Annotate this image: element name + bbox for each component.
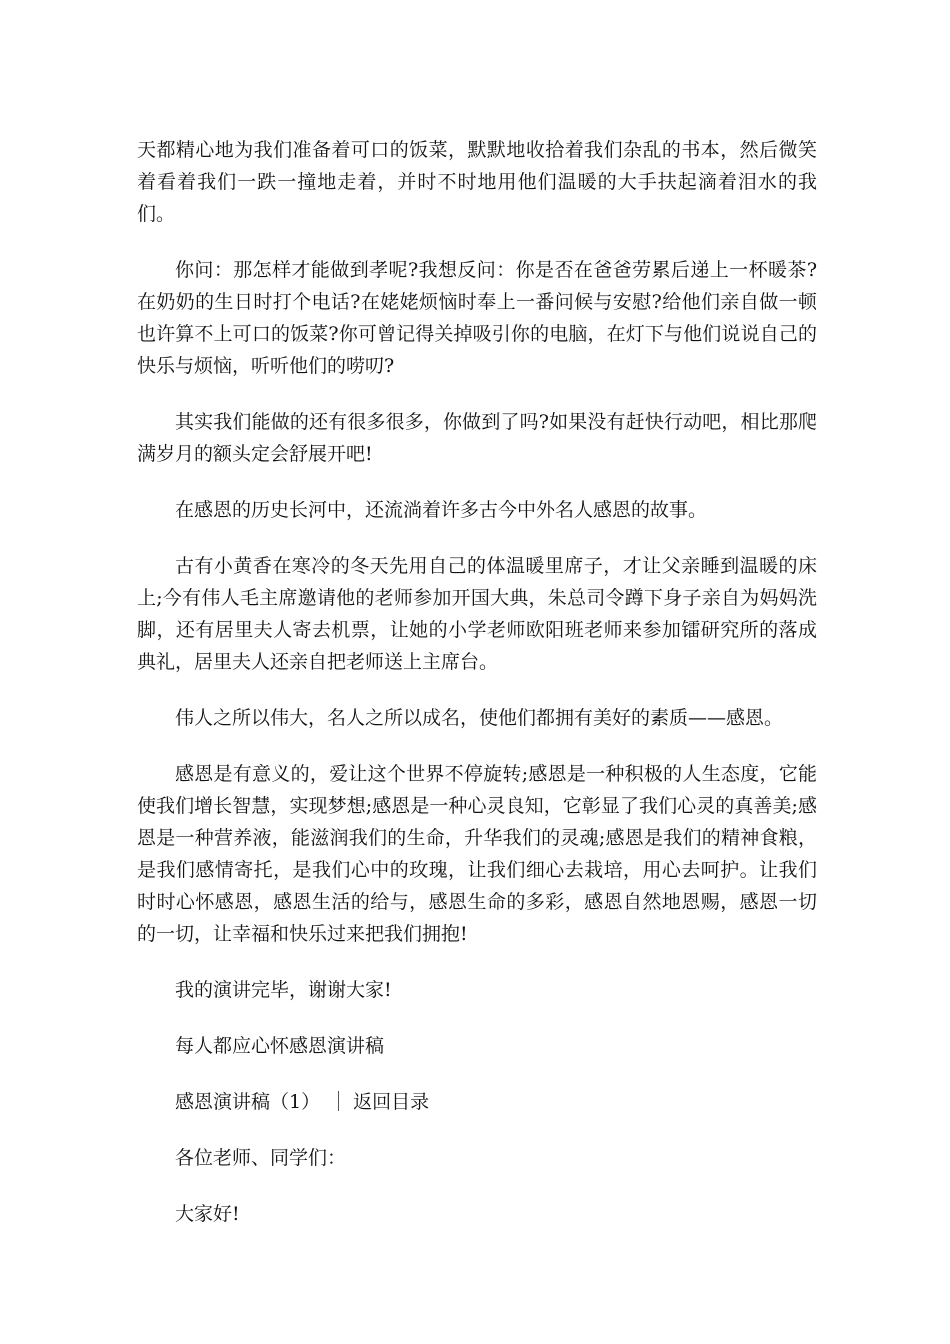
paragraph-greatness: 伟人之所以伟大，名人之所以成名，使他们都拥有美好的素质——感恩。 — [175, 707, 784, 729]
paragraph-question: 你问：那怎样才能做到孝呢?我想反问：你是否在爸爸劳累后递上一杯暖茶?在奶奶的生日时打个电话?在姥姥烦恼时奉上一番问候与安慰?给他们亲自做一顿也许算不上可口的饭菜?你可曾记得关掉吸引你的电脑，在灯下与他们说说自己的快乐与烦恼，听听他们的唠叨? — [137, 259, 817, 377]
section-heading: 每人都应心怀感恩演讲稿 — [175, 1035, 385, 1057]
greeting-hello: 大家好! — [175, 1203, 240, 1225]
paragraph-history: 在感恩的历史长河中，还流淌着许多古今中外名人感恩的故事。 — [175, 499, 708, 521]
separator — [338, 1091, 339, 1111]
section-title: 感恩演讲稿（1） — [175, 1091, 321, 1113]
paragraph-meaning: 感恩是有意义的，爱让这个世界不停旋转;感恩是一种积极的人生态度，它能使我们增长智慧，实现梦想;感恩是一种心灵良知，它彰显了我们心灵的真善美;感恩是一种营养液，能滋润我们的生命，升华我们的灵魂;感恩是我们的精神食粮，是我们感情寄托，是我们心中的玫瑰，让我们细心去栽培，用心去呵护。让我们时时心怀感恩，感恩生活的给与，感恩生命的多彩，感恩自然地恩赐，感恩一切的一切，让幸福和快乐过来把我们拥抱! — [137, 763, 817, 945]
back-to-toc-link[interactable]: 返回目录 — [353, 1091, 430, 1113]
paragraph-continued: 天都精心地为我们准备着可口的饭菜，默默地收拾着我们杂乱的书本，然后微笑着看着我们一跌一撞地走着，并时不时地用他们温暖的大手扶起滴着泪水的我们。 — [137, 139, 817, 225]
nav-line — [137, 1086, 817, 1118]
paragraph-action: 其实我们能做的还有很多很多，你做到了吗?如果没有赶快行动吧，相比那爬满岁月的额头定会舒展开吧! — [137, 411, 817, 465]
document-body — [137, 134, 817, 1254]
paragraph-examples: 古有小黄香在寒冷的冬天先用自己的体温暖里席子，才让父亲睡到温暖的床上;今有伟人毛主席邀请他的老师参加开国大典，朱总司令蹲下身子亲自为妈妈洗脚，还有居里夫人寄去机票，让她的小学老师欧阳班老师来参加镭研究所的落成典礼，居里夫人还亲自把老师送上主席台。 — [137, 555, 817, 673]
paragraph-closing: 我的演讲完毕，谢谢大家! — [175, 979, 392, 1001]
greeting-line: 各位老师、同学们： — [175, 1147, 347, 1169]
